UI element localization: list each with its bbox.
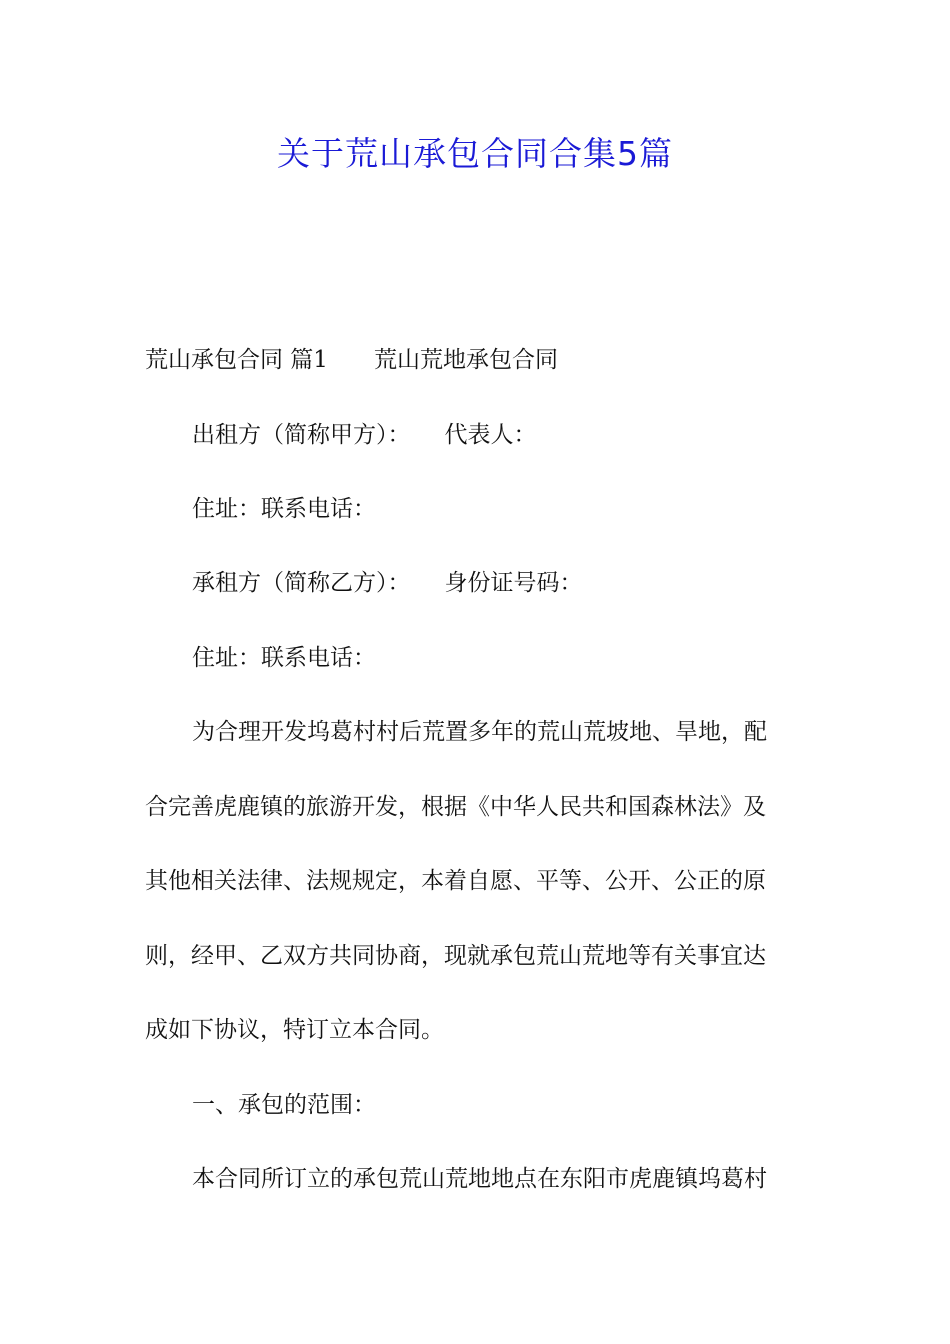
- lessee-line: [192, 568, 583, 598]
- document-title: 关于荒山承包合同合集5篇: [277, 134, 673, 173]
- lessor-representative: 代表人：: [444, 422, 537, 448]
- lessor-line: [192, 420, 537, 450]
- section-1-heading: 一、承包的范围：: [192, 1092, 376, 1118]
- lessee-label: 承租方（简称乙方）：: [192, 570, 411, 596]
- section-1-text: 本合同所订立的承包荒山荒地地点在东阳市虎鹿镇坞葛村: [192, 1166, 767, 1192]
- body-line-1: 为合理开发坞葛村村后荒置多年的荒山荒坡地、旱地，配: [192, 719, 767, 745]
- lessor-address-line: 住址：联系电话：: [192, 496, 376, 522]
- contract-heading-right: 荒山荒地承包合同: [373, 347, 558, 373]
- body-line-5: 成如下协议，特订立本合同。: [145, 1017, 444, 1043]
- contract-heading: [145, 345, 558, 375]
- contract-heading-left: 荒山承包合同 篇1: [145, 347, 328, 373]
- lessor-label: 出租方（简称甲方）：: [192, 422, 411, 448]
- body-line-4: 则，经甲、乙双方共同协商，现就承包荒山荒地等有关事宜达: [145, 943, 766, 969]
- body-line-3: 其他相关法律、法规规定，本着自愿、平等、公开、公正的原: [145, 868, 766, 894]
- lessee-address-line: 住址：联系电话：: [192, 645, 376, 671]
- lessee-id-number: 身份证号码：: [444, 570, 583, 596]
- body-line-2: 合完善虎鹿镇的旅游开发，根据《中华人民共和国森林法》及: [145, 794, 766, 820]
